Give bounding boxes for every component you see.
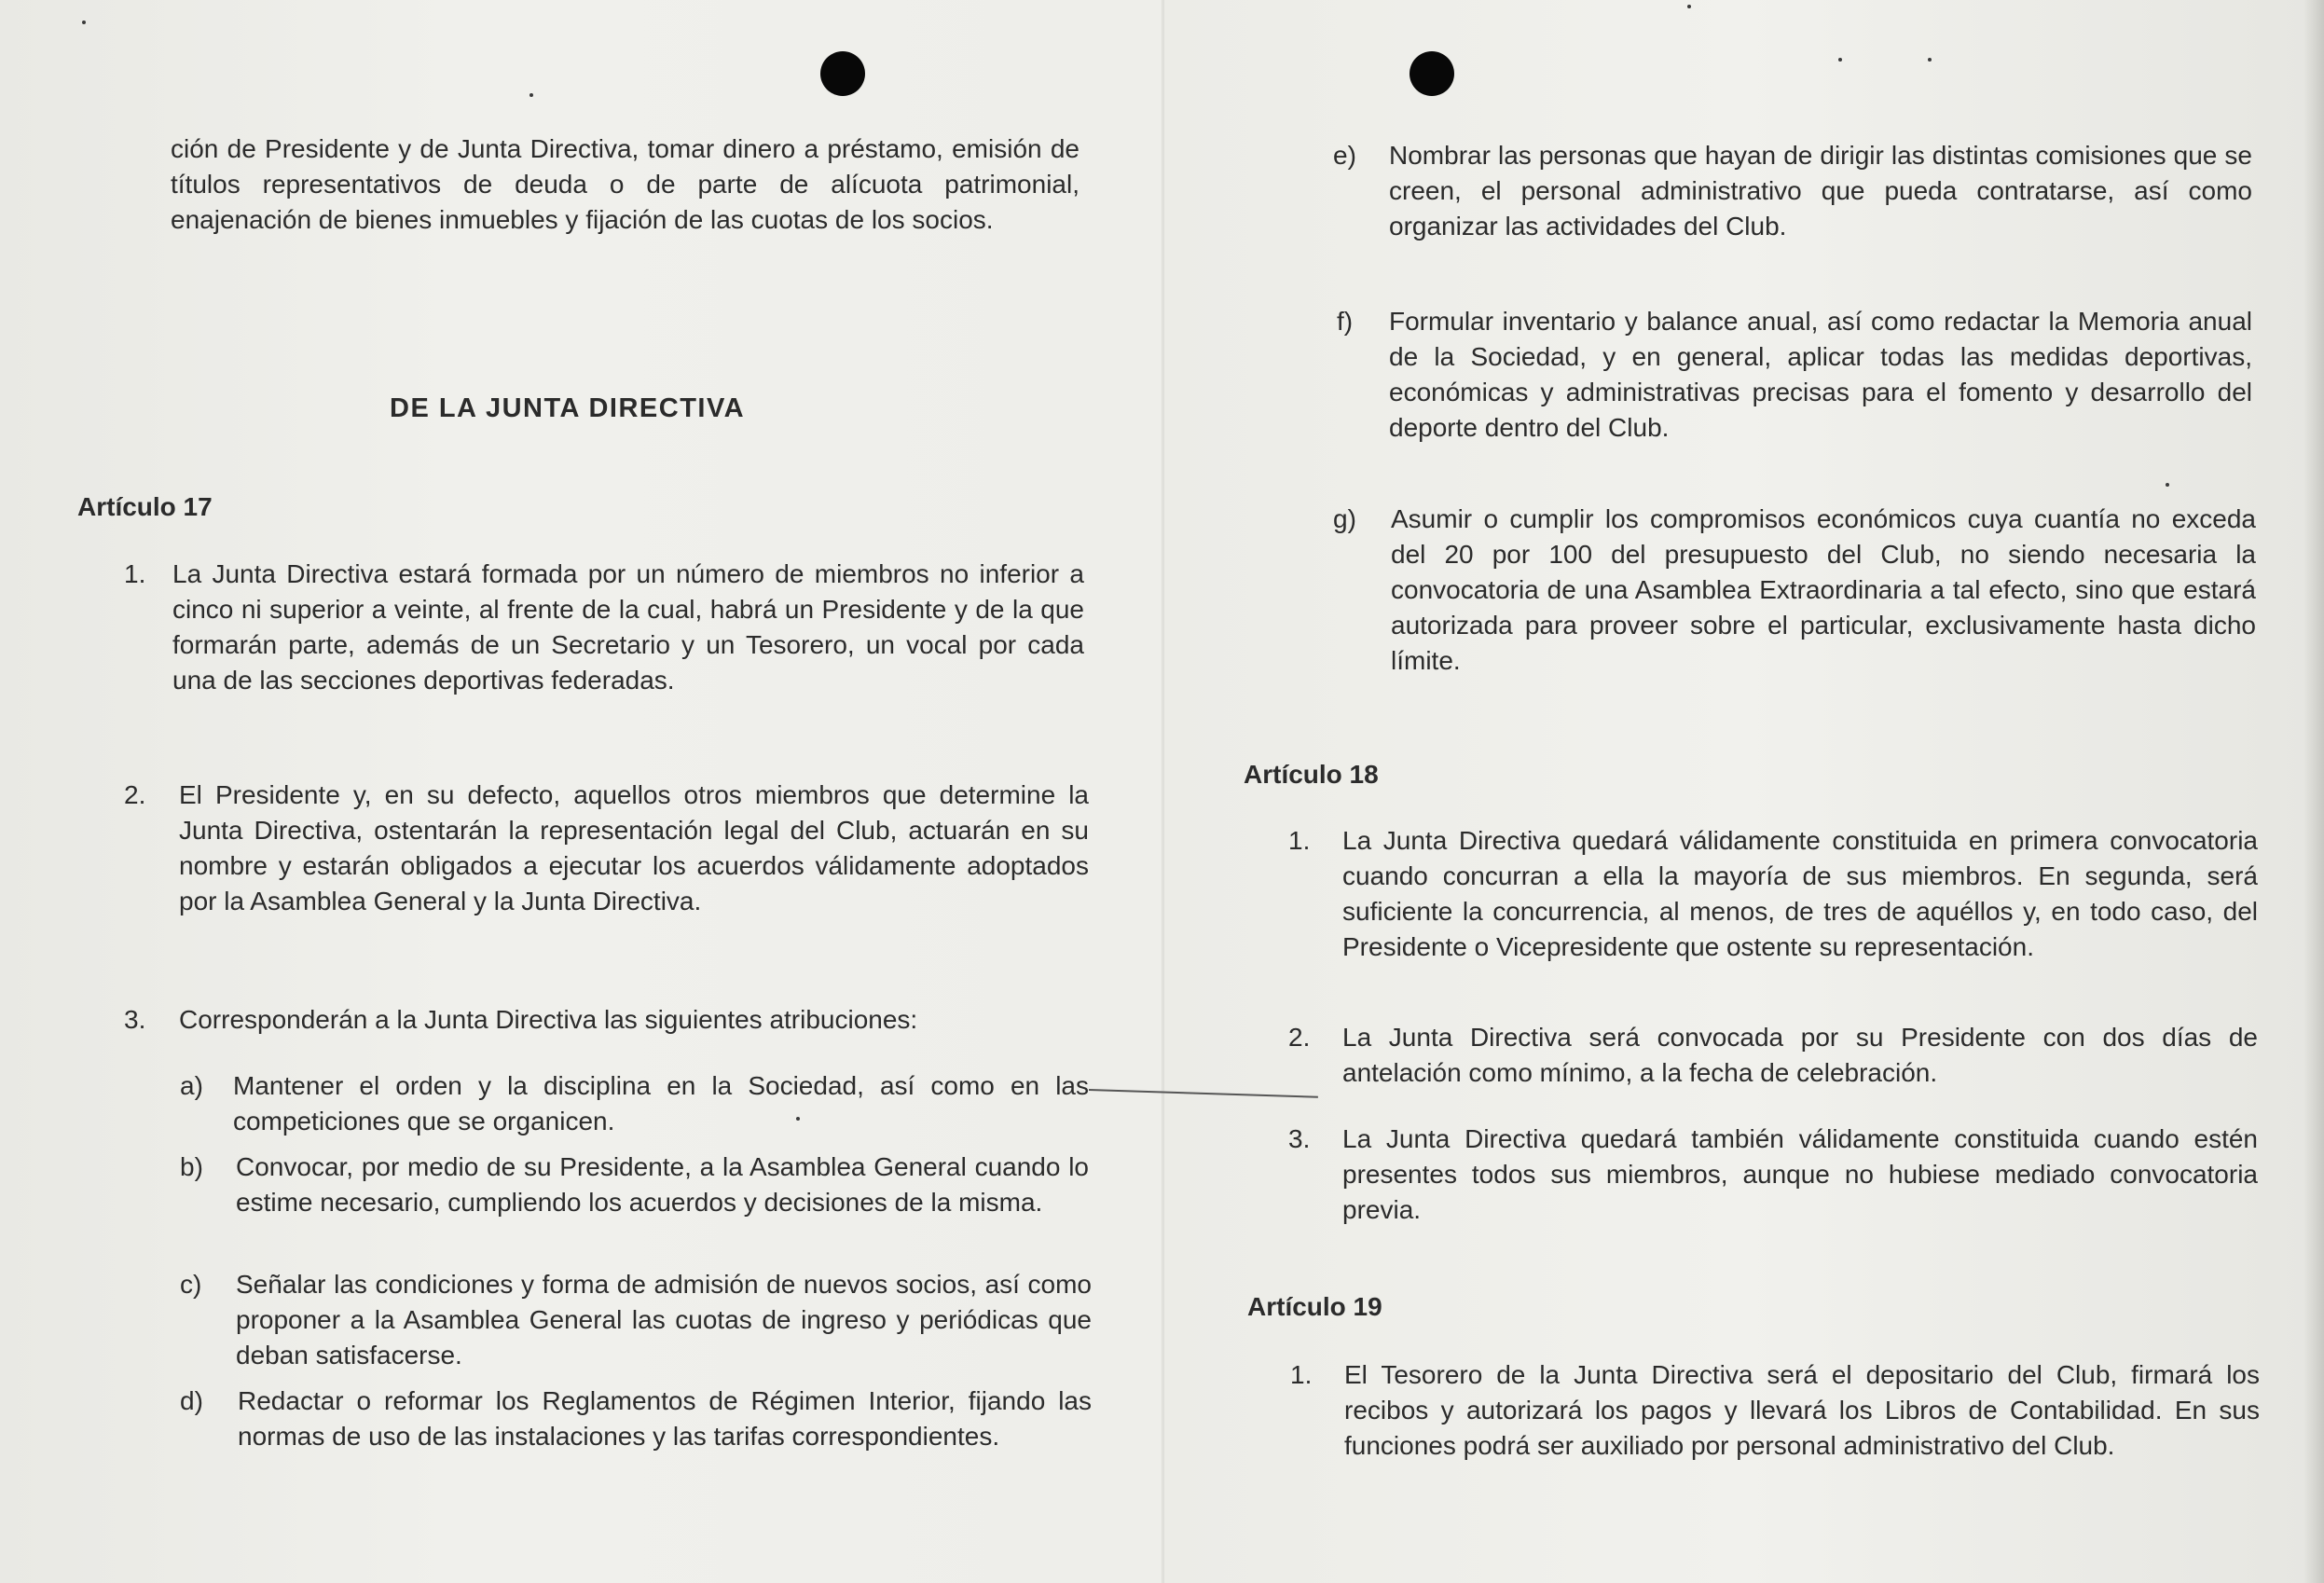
item-text: Convocar, por medio de su Presidente, a la Asamblea General cuando lo estime necesario, cumpliendo los acuerdos y decisiones de la misma. xyxy=(236,1152,1089,1217)
attribution-b xyxy=(180,1149,1089,1261)
item-marker: 2. xyxy=(124,780,146,809)
item-text: Señalar las condiciones y forma de admisión de nuevos socios, así como proponer a la Asamblea General las cuotas de ingreso y periódicas que deban satisfacerse. xyxy=(236,1270,1092,1370)
item-marker: a) xyxy=(180,1071,203,1100)
attribution-c xyxy=(180,1267,1092,1379)
item-marker: e) xyxy=(1333,141,1356,170)
punch-hole-right xyxy=(1410,51,1454,96)
article-17-item-1 xyxy=(124,557,1084,734)
item-text: Formular inventario y balance anual, así como redactar la Memoria anual de la Sociedad, y en general, aplicar todas las medidas deportivas, económicas y administrativas precisas para el fomento y desarrollo del deporte dentro del Club. xyxy=(1389,307,2252,442)
article-19-title: Artículo 19 xyxy=(1247,1292,1382,1321)
item-text: La Junta Directiva quedará también válidamente constituida cuando estén presentes todos sus miembros, aunque no hubiese mediado convocatoria previa. xyxy=(1342,1124,2258,1224)
article-18-item-2 xyxy=(1288,1020,2258,1094)
paper-speck xyxy=(82,21,86,24)
section-heading: DE LA JUNTA DIRECTIVA xyxy=(390,393,746,423)
paper-speck xyxy=(1928,58,1932,62)
item-marker: 1. xyxy=(1288,826,1311,855)
item-marker: d) xyxy=(180,1386,203,1415)
article-18-item-3 xyxy=(1288,1122,2258,1233)
attribution-f xyxy=(1337,304,2252,490)
attribution-d xyxy=(180,1383,1092,1495)
page-fold xyxy=(1162,0,1164,1583)
item-marker: 2. xyxy=(1288,1023,1311,1052)
article-18-title: Artículo 18 xyxy=(1244,760,1379,789)
item-text: Asumir o cumplir los compromisos económicos cuya cuantía no exceda del 20 por 100 del presupuesto del Club, no siendo necesaria la convocatoria de una Asamblea Extraordinaria a tal efecto, sino que estará autorizada para proveer sobre el particular, exclusivamente hasta dicho límite. xyxy=(1391,504,2256,675)
item-text: Redactar o reformar los Reglamentos de Régimen Interior, fijando las normas de uso de las instalaciones y las tarifas correspondientes. xyxy=(238,1386,1092,1451)
attribution-a xyxy=(180,1068,1089,1143)
item-marker: 1. xyxy=(1290,1360,1313,1389)
item-text: La Junta Directiva será convocada por su Presidente con dos días de antelación como mínimo, a la fecha de celebración. xyxy=(1342,1023,2258,1087)
article-17-item-3 xyxy=(124,1002,1089,1039)
item-marker: g) xyxy=(1333,504,1356,533)
attribution-e xyxy=(1333,138,2252,287)
item-text: Mantener el orden y la disciplina en la Sociedad, así como en las competiciones que se organicen. xyxy=(233,1071,1089,1136)
punch-hole-left xyxy=(820,51,865,96)
item-text: La Junta Directiva estará formada por un número de miembros no inferior a cinco ni superior a veinte, al frente de la cual, habrá un Presidente y de la que formarán parte, además de un Secretario y un Tesorero, un vocal por cada una de las secciones deportivas federadas. xyxy=(172,559,1084,695)
article-18-item-1 xyxy=(1288,823,2258,1000)
article-19-item-1 xyxy=(1290,1357,2260,1507)
item-marker: 3. xyxy=(124,1005,146,1034)
item-marker: c) xyxy=(180,1270,202,1299)
item-text: El Tesorero de la Junta Directiva será el depositario del Club, firmará los recibos y autorizará los pagos y llevará los Libros de Contabilidad. En sus funciones podrá ser auxiliado por personal administrativo del Club. xyxy=(1344,1360,2260,1460)
attribution-g xyxy=(1333,502,2256,688)
item-marker: 1. xyxy=(124,559,146,588)
article-17-item-2 xyxy=(124,778,1089,955)
paper-speck xyxy=(1838,58,1842,62)
article-17-title: Artículo 17 xyxy=(77,492,213,521)
item-text: Nombrar las personas que hayan de dirigir las distintas comisiones que se creen, el personal administrativo que pueda contratarse, así como organizar las actividades del Club. xyxy=(1389,141,2252,241)
intro-paragraph: ción de Presidente y de Junta Directiva, tomar dinero a préstamo, emisión de títulos representativos de deuda o de parte de alícuota patrimonial, enajenación de bienes inmuebles y fijación de las cuotas de los socios. xyxy=(171,134,1079,234)
paper-speck xyxy=(529,93,533,97)
item-text: El Presidente y, en su defecto, aquellos otros miembros que determine la Junta Directiva, ostentarán la representación legal del Club, actuarán en su nombre y estarán obligados a ejecutar los acuerdos válidamente adoptados por la Asamblea General y la Junta Directiva. xyxy=(179,780,1089,915)
paper-edge-shadow xyxy=(2303,0,2324,1583)
item-text: Corresponderán a la Junta Directiva las siguientes atribuciones: xyxy=(179,1005,918,1034)
item-text: La Junta Directiva quedará válidamente constituida en primera convocatoria cuando concurran a ella la mayoría de sus miembros. En segunda, será suficiente la concurrencia, al menos, de tres de aquéllos y, en todo caso, del Presidente o Vicepresidente que ostente su representación. xyxy=(1342,826,2258,961)
item-marker: f) xyxy=(1337,307,1354,336)
item-marker: b) xyxy=(180,1152,203,1181)
paper-speck xyxy=(1687,5,1691,8)
item-marker: 3. xyxy=(1288,1124,1311,1153)
